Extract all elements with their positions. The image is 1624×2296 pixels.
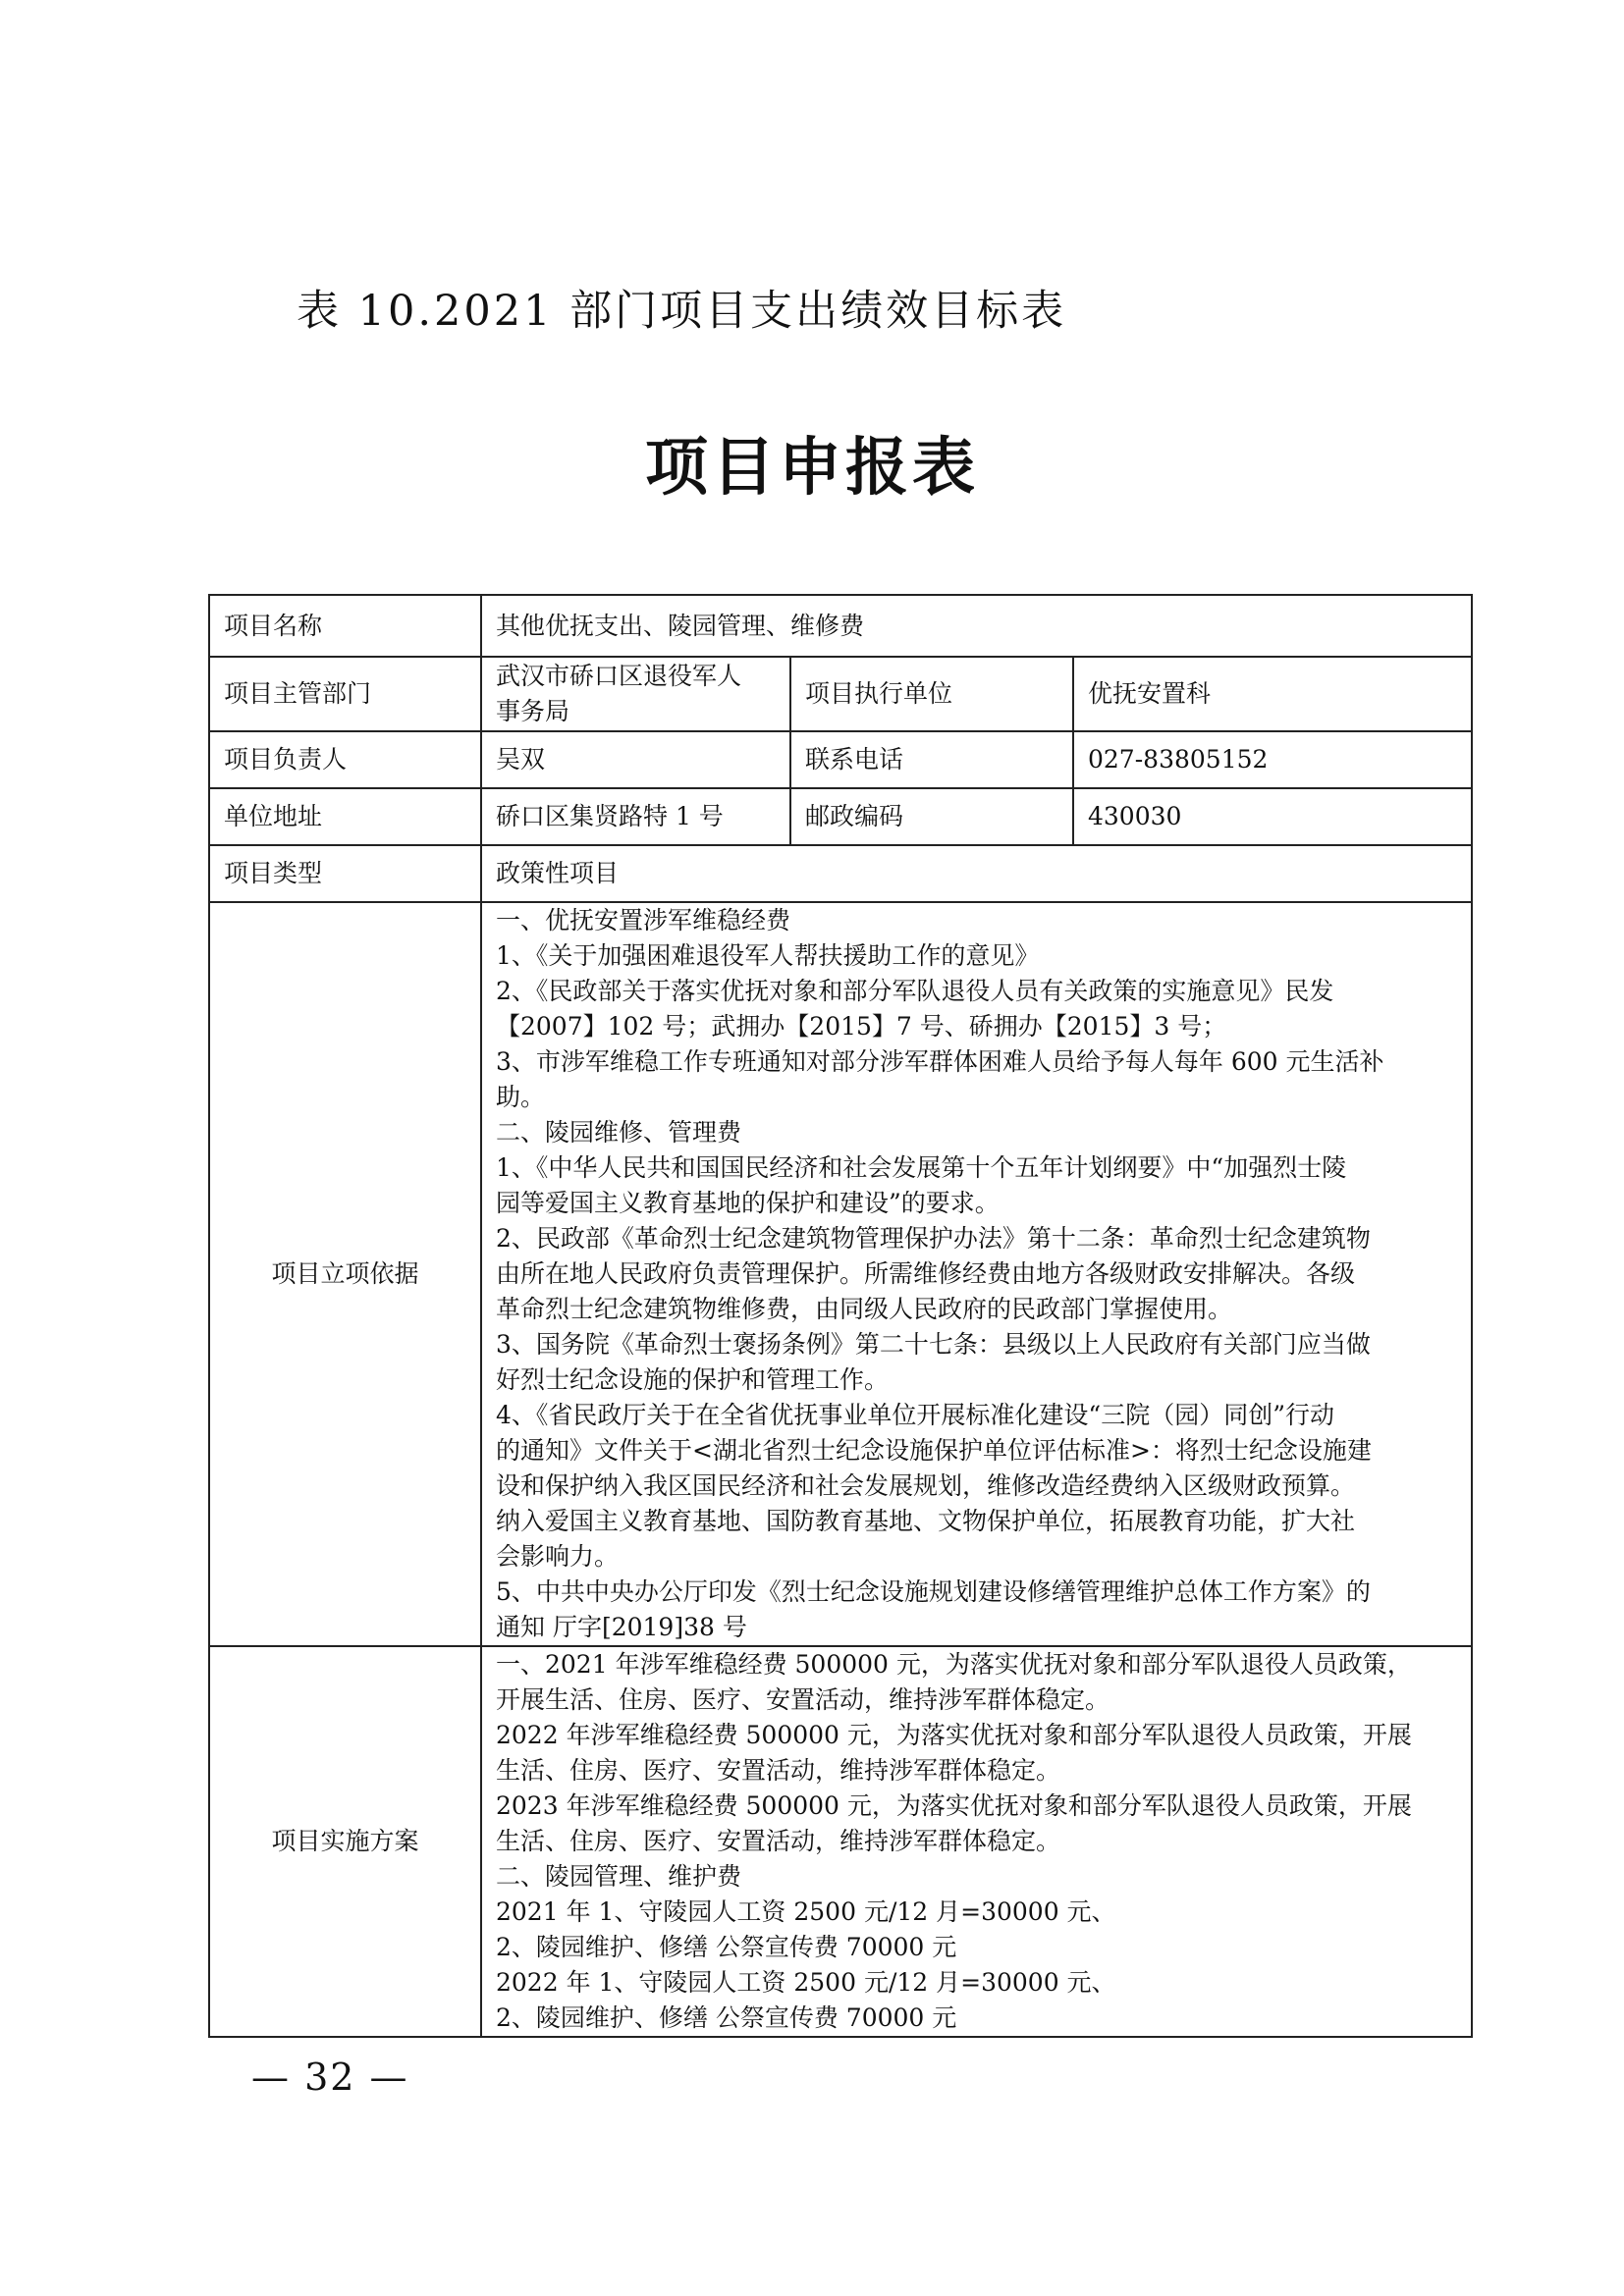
basis-line: 1、《关于加强困难退役军人帮扶援助工作的意见》 xyxy=(496,941,1040,970)
label-basis: 项目立项依据 xyxy=(209,902,481,1646)
value-plan xyxy=(481,1646,1472,2037)
row-department xyxy=(209,657,1472,731)
basis-line: 通知 厅字[2019]38 号 xyxy=(496,1613,747,1641)
document-heading: 表 10.2021 部门项目支出绩效目标表 xyxy=(297,287,1067,336)
value-department-line: 武汉市硚口区退役军人 xyxy=(496,662,742,690)
plan-line: 2、陵园维护、修缮 公祭宣传费 70000 元 xyxy=(496,1933,957,1961)
basis-line: 1、《中华人民共和国国民经济和社会发展第十个五年计划纲要》中“加强烈士陵 xyxy=(496,1153,1347,1182)
plan-line: 二、陵园管理、维护费 xyxy=(496,1862,742,1891)
value-phone: 027-83805152 xyxy=(1073,731,1472,788)
label-plan: 项目实施方案 xyxy=(209,1646,481,2037)
plan-line: 2023 年涉军维稳经费 500000 元，为落实优抚对象和部分军队退役人员政策，开展 xyxy=(496,1791,1412,1820)
basis-line: 设和保护纳入我区国民经济和社会发展规划，维修改造经费纳入区级财政预算。 xyxy=(496,1471,1356,1500)
form-title: 项目申报表 xyxy=(645,432,979,505)
plan-line: 2022 年 1、守陵园人工资 2500 元/12 月=30000 元、 xyxy=(496,1968,1116,1997)
basis-line: 4、《省民政厅关于在全省优抚事业单位开展标准化建设“三院（园）同创”行动 xyxy=(496,1401,1334,1429)
label-postcode: 邮政编码 xyxy=(790,788,1073,845)
basis-line: 一、优抚安置涉军维稳经费 xyxy=(496,906,791,934)
label-address: 单位地址 xyxy=(209,788,481,845)
row-plan xyxy=(209,1646,1472,2037)
plan-line: 一、2021 年涉军维稳经费 500000 元，为落实优抚对象和部分军队退役人员政策， xyxy=(496,1650,1412,1679)
project-application-table xyxy=(208,594,1473,2038)
label-phone: 联系电话 xyxy=(790,731,1073,788)
label-project-type: 项目类型 xyxy=(209,845,481,902)
plan-line: 2、陵园维护、修缮 公祭宣传费 70000 元 xyxy=(496,2003,957,2032)
basis-line: 的通知》文件关于<湖北省烈士纪念设施保护单位评估标准>：将烈士纪念设施建 xyxy=(496,1436,1372,1465)
value-owner: 吴双 xyxy=(481,731,790,788)
basis-line: 5、中共中央办公厅印发《烈士纪念设施规划建设修缮管理维护总体工作方案》的 xyxy=(496,1577,1371,1606)
value-postcode: 430030 xyxy=(1073,788,1472,845)
plan-line: 开展生活、住房、医疗、安置活动，维持涉军群体稳定。 xyxy=(496,1685,1110,1714)
value-address: 硚口区集贤路特 1 号 xyxy=(481,788,790,845)
plan-line: 2021 年 1、守陵园人工资 2500 元/12 月=30000 元、 xyxy=(496,1897,1116,1926)
basis-line: 3、市涉军维稳工作专班通知对部分涉军群体困难人员给予每人每年 600 元生活补 xyxy=(496,1047,1384,1076)
row-basis xyxy=(209,902,1472,1646)
label-department: 项目主管部门 xyxy=(209,657,481,731)
basis-line: 助。 xyxy=(496,1083,546,1111)
basis-line: 纳入爱国主义教育基地、国防教育基地、文物保护单位，拓展教育功能，扩大社 xyxy=(496,1507,1356,1535)
basis-line: 会影响力。 xyxy=(496,1542,620,1571)
label-owner: 项目负责人 xyxy=(209,731,481,788)
row-owner xyxy=(209,731,1472,788)
row-address xyxy=(209,788,1472,845)
value-department xyxy=(481,657,790,731)
value-department-line: 事务局 xyxy=(496,697,570,725)
value-project-name: 其他优抚支出、陵园管理、维修费 xyxy=(481,595,1472,657)
basis-line: 2、《民政部关于落实优抚对象和部分军队退役人员有关政策的实施意见》民发 xyxy=(496,977,1334,1005)
plan-line: 2022 年涉军维稳经费 500000 元，为落实优抚对象和部分军队退役人员政策，开展 xyxy=(496,1721,1412,1749)
basis-line: 好烈士纪念设施的保护和管理工作。 xyxy=(496,1365,890,1394)
page-number: — 32 — xyxy=(251,2056,409,2099)
basis-line: 园等爱国主义教育基地的保护和建设”的要求。 xyxy=(496,1189,1000,1217)
basis-line: 3、国务院《革命烈士褒扬条例》第二十七条：县级以上人民政府有关部门应当做 xyxy=(496,1330,1371,1359)
label-project-name: 项目名称 xyxy=(209,595,481,657)
plan-line: 生活、住房、医疗、安置活动，维持涉军群体稳定。 xyxy=(496,1827,1061,1855)
basis-line: 2、民政部《革命烈士纪念建筑物管理保护办法》第十二条：革命烈士纪念建筑物 xyxy=(496,1224,1371,1253)
label-executing-unit: 项目执行单位 xyxy=(790,657,1073,731)
basis-line: 二、陵园维修、管理费 xyxy=(496,1118,742,1147)
basis-line: 由所在地人民政府负责管理保护。所需维修经费由地方各级财政安排解决。各级 xyxy=(496,1259,1356,1288)
row-project-type xyxy=(209,845,1472,902)
value-basis xyxy=(481,902,1472,1646)
basis-line: 革命烈士纪念建筑物维修费，由同级人民政府的民政部门掌握使用。 xyxy=(496,1295,1233,1323)
basis-line: 【2007】102 号；武拥办【2015】7 号、硚拥办【2015】3 号； xyxy=(496,1012,1227,1041)
value-project-type: 政策性项目 xyxy=(481,845,1472,902)
plan-line: 生活、住房、医疗、安置活动，维持涉军群体稳定。 xyxy=(496,1756,1061,1785)
row-project-name xyxy=(209,595,1472,657)
value-executing-unit: 优抚安置科 xyxy=(1073,657,1472,731)
